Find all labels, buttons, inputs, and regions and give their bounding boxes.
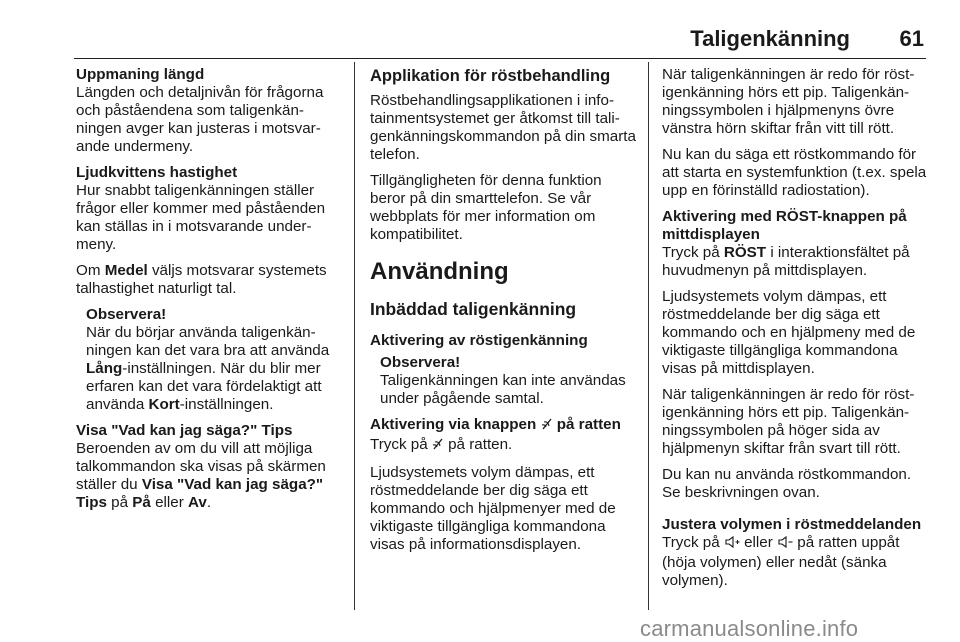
voice-control-icon [432,437,444,456]
note-title: Observera! [86,306,167,323]
term-pa: På [132,494,151,511]
term-kort: Kort [148,396,180,413]
heading-activation: Aktivering av röstigenkänning [370,332,588,349]
column-divider-2 [648,62,649,610]
heading-activation-steering: Aktivering via knappen på ratten [370,416,638,436]
paragraph-medium-speed: Om Medel väljs motsvarar systemets talhastighet naturligt tal. [76,262,327,297]
volume-up-icon [724,535,740,554]
term-rost: RÖST [723,244,767,261]
header-rule [74,58,926,59]
paragraph-say-command: Nu kan du säga ett röstkommando för att starta en systemfunktion (t.ex. spela upp en förinställd radiostation). [662,146,927,199]
paragraph-availability: Tillgängligheten för denna funktion beror på din smarttelefon. Se vår webbplats för mer information om kompatibilitet. [370,172,602,243]
heading-show-tips: Visa "Vad kan jag säga?" Tips [76,422,293,439]
paragraph-volume-muted-center: Ljudsystemets volym dämpas, ett röstmeddelande ber dig säga ett kommando och en hjälpmeny med de viktigaste tillgängliga kommandona visas på mittdisplayen. [662,288,916,377]
heading-prompt-length: Uppmaning längd [76,66,205,83]
paragraph-prompt-length: Längden och detaljnivån för frågorna och påståendena som taligenkän-ningen avger kan justeras i motsvar-ande undermeny. [76,84,324,155]
voice-control-icon [541,417,553,436]
paragraph-adjust-volume: Tryck på eller på ratten uppåt (höja volymen) eller nedåt (sänka volymen). [662,534,900,589]
heading-adjust-volume: Justera volymen i röstmeddelanden [662,516,922,533]
term-medel: Medel [104,262,148,279]
note-box [86,306,342,414]
heading-activation-rost: Aktivering med RÖST-knappen på mittdisplayen [662,208,907,243]
heading-usage: Användning [370,258,509,285]
heading-audio-feedback-speed: Ljudkvittens hastighet [76,164,238,181]
watermark: carmanualsonline.info [640,616,859,641]
page-number: 61 [899,26,924,51]
paragraph-voice-app: Röstbehandlingsapplikationen i info-tainmentsystemet ger åtkomst till tali-genkänningskommandon på din smarta telefon. [370,92,636,163]
page-header-title: Taligenkänning [690,26,850,51]
term-av: Av [188,494,207,511]
column-2 [370,66,638,562]
heading-voice-app: Applikation för röstbehandling [370,67,611,85]
note-title: Observera! [380,354,461,371]
paragraph-volume-muted: Ljudsystemets volym dämpas, ett röstmeddelande ber dig säga ett kommando och hjälpmenyer med de viktigaste tillgängliga kommandona visas på informationsdisplayen. [370,464,616,553]
heading-embedded-voice-recognition: Inbäddad taligenkänning [370,299,577,319]
paragraph-audio-feedback-speed: Hur snabbt taligenkänningen ställer frågor eller kommer med påståenden kan ställas in i motsvarande under-meny. [76,182,326,253]
note-box [380,354,638,408]
paragraph-ready-beep: När taligenkänningen är redo för röst-igenkänning hörs ett pip. Taligenkän-ningssymbolen i hjälpmenyns övre vänstra hörn skiftar från vitt till rött. [662,66,915,137]
column-divider-1 [354,62,355,610]
volume-down-icon [777,535,793,554]
note-text: Taligenkänningen kan inte användas under pågående samtal. [380,372,626,407]
paragraph-ready-beep-2: När taligenkänningen är redo för röst-igenkänning hörs ett pip. Taligenkän-ningssymbolen på höger sida av hjälpmenyn skiftar från svart till rött. [662,386,915,457]
term-lang: Lång [86,360,123,377]
term-show-tips: Visa "Vad kan jag säga?" Tips [76,476,324,511]
paragraph-use-commands: Du kan nu använda röstkommandon. Se beskrivningen ovan. [662,466,912,501]
paragraph-show-tips: Beroenden av om du vill att möjliga talkommandon ska visas på skärmen ställer du Visa "Vad kan jag säga?" Tips på På eller Av. [76,440,326,511]
paragraph-press-steering: Tryck på på ratten. [370,436,638,456]
column-3 [662,66,928,598]
column-1 [76,66,342,520]
paragraph-press-rost: Tryck på RÖST i interaktionsfältet på huvudmenyn på mittdisplayen. [662,244,910,279]
note-text: När du börjar använda taligenkän-ningen kan det vara bra att använda Lång-inställningen. När du blir mer erfaren kan det vara fördelaktigt att använda Kort-inställningen. [86,324,330,413]
